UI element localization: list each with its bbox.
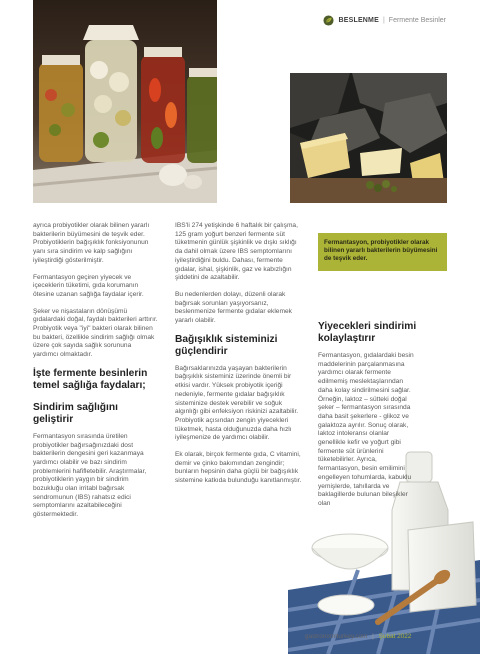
- header-separator: |: [382, 17, 385, 24]
- text-column-1: [33, 222, 158, 528]
- pickle-jars-photo: [33, 0, 217, 203]
- section-subtitle: Fermente Besinler: [388, 17, 446, 24]
- pull-quote-text: Fermantasyon, probiyotikler olarak bilinen yararlı bakterilerin büyümesini de teşvik eder.: [324, 239, 438, 262]
- text-column-3: [318, 321, 445, 517]
- paragraph: Bu nedenlerden dolayı, düzenli olarak bağırsak sorunları yaşıyorsanız, beslenmenize fermente gıdalar eklemek yararlı olabilir.: [175, 290, 292, 325]
- footer-separator: |: [372, 633, 374, 640]
- paragraph: Fermantasyon, gıdalardaki besin maddelerinin parçalanmasına yardımcı olarak fermente edilmemiş meslektaşlarından daha kolay sindirilmesini sağlar. Örneğin, laktoz – sütteki doğal şeker – fermantasyon sırasında daha basit şekerlere - glikoz ve galaktoza ayrılır. Sonuç olarak, laktoz intoleransı olanlar genellikle kefir ve yoğurt gibi fermente süt ürünlerini tüketebilirler. Ayrıca, fermantasyon, besin emilimini engelleyen tohumlarda, kabuklu yemişlerde, tahıllarda ve baklagillerde bulunan bileşikler olan: [318, 352, 414, 507]
- paragraph: ayrıca probiyotikler olarak bilinen yararlı bakterilerin büyümesini de teşvik eder. Probiyotiklerin bağışıklık fonksiyonunun yanı sıra sindirim ve kalp sağlığını iyileştirdiği gösterilmiştir.: [33, 222, 150, 264]
- section-heading: Yiyecekleri sindirimi kolaylaştırır: [318, 321, 417, 344]
- section-heading: Bağışıklık sisteminizi güçlendirir: [175, 333, 278, 357]
- paragraph: IBS'li 274 yetişkinde 6 haftalık bir çalışma, 125 gram yoğurt benzeri fermente süt tüketmenin günlük şişkinlik ve dışkı sıklığı da dahil olmak üzere IBS semptomlarını iyileştirdiğini buldu. Dahası, fermente gıdalar, ishal, şişkinlik, gaz ve kabızlığın şiddetini de azaltabilir.: [175, 222, 298, 282]
- footer-site-link[interactable]: gastronomiturkey.com: [305, 633, 368, 640]
- cheese-photo: [290, 73, 447, 203]
- section-label: BESLENME: [338, 17, 379, 24]
- paragraph: Bağırsaklarınızda yaşayan bakterilerin bağışıklık sisteminiz üzerinde önemli bir etkisi vardır. Yüksek probiyotik içeriği nedeniyle, fermente gıdalar bağışıklık sisteminize destek verebilir ve soğuk algınlığı gibi enfeksiyon riskinizi azaltabilir. Probiyotik açısından zengin yiyecekleri tüketmek, hasta olduğunuzda daha hızlı iyileşmenize de yardımcı olabilir.: [175, 364, 299, 442]
- pull-quote-box: [318, 233, 447, 271]
- text-column-2: [175, 222, 303, 494]
- section-heading: Sindirim sağlığını geliştirir: [33, 401, 118, 425]
- leaf-logo-icon: [323, 15, 334, 26]
- paragraph: Fermantasyon geçiren yiyecek ve içeceklerin tüketimi, gıda korumanın ötesine uzanan sağlığa faydalar içerir.: [33, 273, 144, 298]
- paragraph: Fermantasyon sırasında üretilen probiyotikler bağırsağınızdaki dost bakterilerin dengesini geri kazanmaya yardımcı olabilir ve bazı sindirim problemlerini hafifletebilir. Araştırmalar, probiyotiklerin yaygın bir sindirim bozukluğu olan irritabl bağırsak sendromunun (IBS) rahatsız edici semptomlarını azaltabileceğini göstermektedir.: [33, 432, 147, 519]
- section-heading: İşte fermente besinlerin temel sağlığa faydaları;: [33, 367, 148, 391]
- page-footer: [305, 633, 411, 640]
- paragraph: Ek olarak, birçok fermente gıda, C vitamini, demir ve çinko bakımından zengindir; bunların hepsinin daha güçlü bir bağışıklık sistemine katkıda bulunduğu kanıtlanmıştır.: [175, 451, 302, 485]
- paragraph: Şeker ve nişastaların dönüşümü gıdalardaki doğal, faydalı bakterileri arttırır. Probiyotik veya "iyi" bakteri olarak bilinen bu bakteri, özellikle sindirim sağlığı olmak üzere çok sayıda sağlık sorununa yardımcı olmaktadır.: [33, 307, 158, 359]
- page-header: [323, 15, 446, 26]
- footer-date: Şubat 2022: [378, 633, 412, 640]
